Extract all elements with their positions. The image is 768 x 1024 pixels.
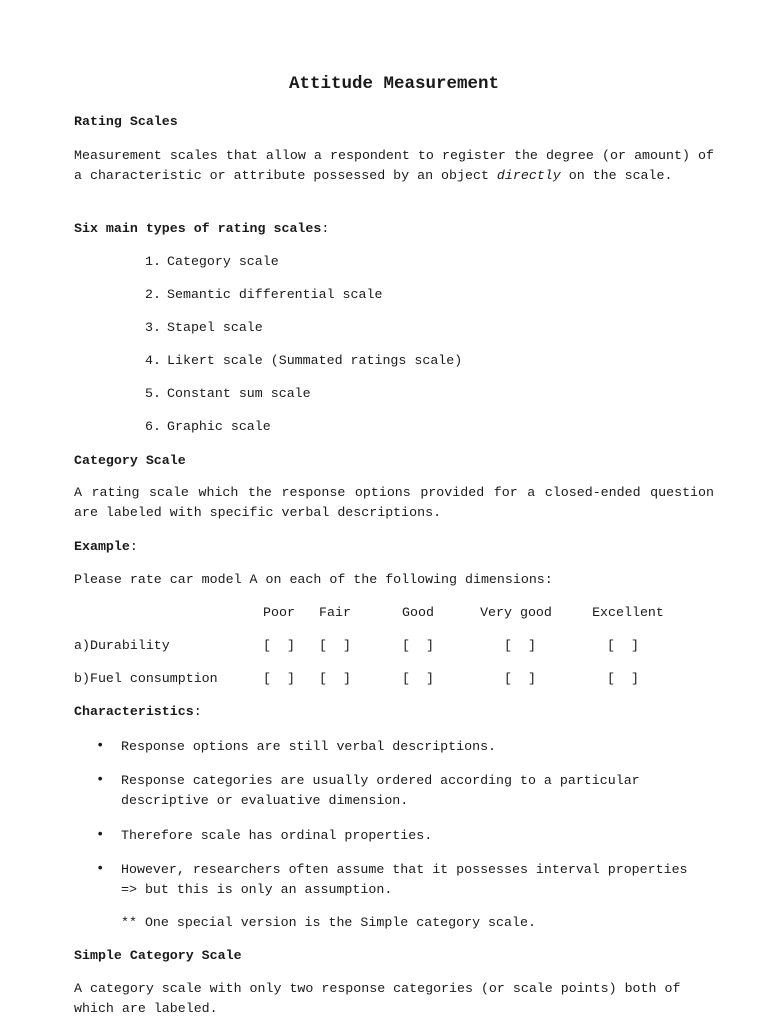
page-title: Attitude Measurement: [288, 74, 500, 94]
list-item: Semantic differential scale: [167, 287, 383, 302]
list-item: Graphic scale: [167, 419, 271, 434]
column-header: Poor: [263, 605, 295, 620]
example-colon: :: [129, 539, 138, 554]
bullet-icon: •: [96, 827, 105, 843]
rating-checkbox: [ ]: [263, 671, 295, 686]
rating-checkbox: [ ]: [504, 638, 536, 653]
list-item: Stapel scale: [167, 320, 263, 335]
rating-checkbox: [ ]: [607, 638, 639, 653]
list-item-number: 4.: [145, 353, 161, 368]
list-item: Response categories are usually ordered according to a particular descriptive or evaluative dimension.: [121, 773, 640, 808]
characteristics-colon: :: [193, 704, 202, 719]
list-item-number: 2.: [145, 287, 161, 302]
types-heading: Six main types of rating scales: [74, 221, 322, 236]
rating-scales-definition: [74, 146, 714, 186]
note: ** One special version is the Simple category scale.: [121, 915, 536, 930]
characteristics-heading-line: [74, 702, 202, 722]
list-item-number: 6.: [145, 419, 161, 434]
definition-emphasis: directly: [496, 168, 561, 183]
types-heading-line: [74, 219, 329, 239]
row-label: b)Fuel consumption: [74, 671, 218, 686]
simple-category-scale-definition: A category scale with only two response categories (or scale points) both of which are labeled.: [74, 981, 681, 1016]
category-scale-definition: A rating scale which the response options provided for a closed-ended question are labeled with specific verbal descriptions.: [74, 485, 714, 520]
rating-checkbox: [ ]: [402, 638, 434, 653]
list-item-number: 5.: [145, 386, 161, 401]
section-heading-rating-scales: Rating Scales: [74, 114, 178, 129]
list-item: However, researchers often assume that it possesses interval properties => but this is only an assumption.: [121, 862, 688, 897]
example-prompt: Please rate car model A on each of the following dimensions:: [74, 572, 553, 587]
column-header: Excellent: [592, 605, 664, 620]
rating-checkbox: [ ]: [607, 671, 639, 686]
column-header: Very good: [480, 605, 552, 620]
rating-checkbox: [ ]: [402, 671, 434, 686]
row-label: a)Durability: [74, 638, 170, 653]
rating-checkbox: [ ]: [504, 671, 536, 686]
list-item: Constant sum scale: [167, 386, 311, 401]
definition-text-part2: on the scale.: [560, 168, 673, 183]
rating-checkbox: [ ]: [319, 638, 351, 653]
list-item: Response options are still verbal descriptions.: [121, 739, 497, 754]
characteristics-heading: Characteristics: [74, 704, 194, 719]
list-item: Therefore scale has ordinal properties.: [121, 828, 433, 843]
list-item-number: 3.: [145, 320, 161, 335]
example-label: Example: [74, 539, 130, 554]
definition-text-part1: Measurement scales that allow a respondent to register the degree (or amount) of a characteristic or attribute possessed by an object: [74, 148, 714, 183]
list-item: Category scale: [167, 254, 279, 269]
column-header: Fair: [319, 605, 351, 620]
list-item-number: 1.: [145, 254, 161, 269]
rating-checkbox: [ ]: [263, 638, 295, 653]
rating-checkbox: [ ]: [319, 671, 351, 686]
bullet-icon: •: [96, 738, 105, 754]
bullet-icon: •: [96, 772, 105, 788]
list-item: Likert scale (Summated ratings scale): [167, 353, 463, 368]
types-heading-colon: :: [321, 221, 330, 236]
example-label-line: [74, 537, 138, 557]
bullet-icon: •: [96, 861, 105, 877]
section-heading-category-scale: Category Scale: [74, 453, 186, 468]
section-heading-simple-category-scale: Simple Category Scale: [74, 948, 242, 963]
column-header: Good: [402, 605, 434, 620]
